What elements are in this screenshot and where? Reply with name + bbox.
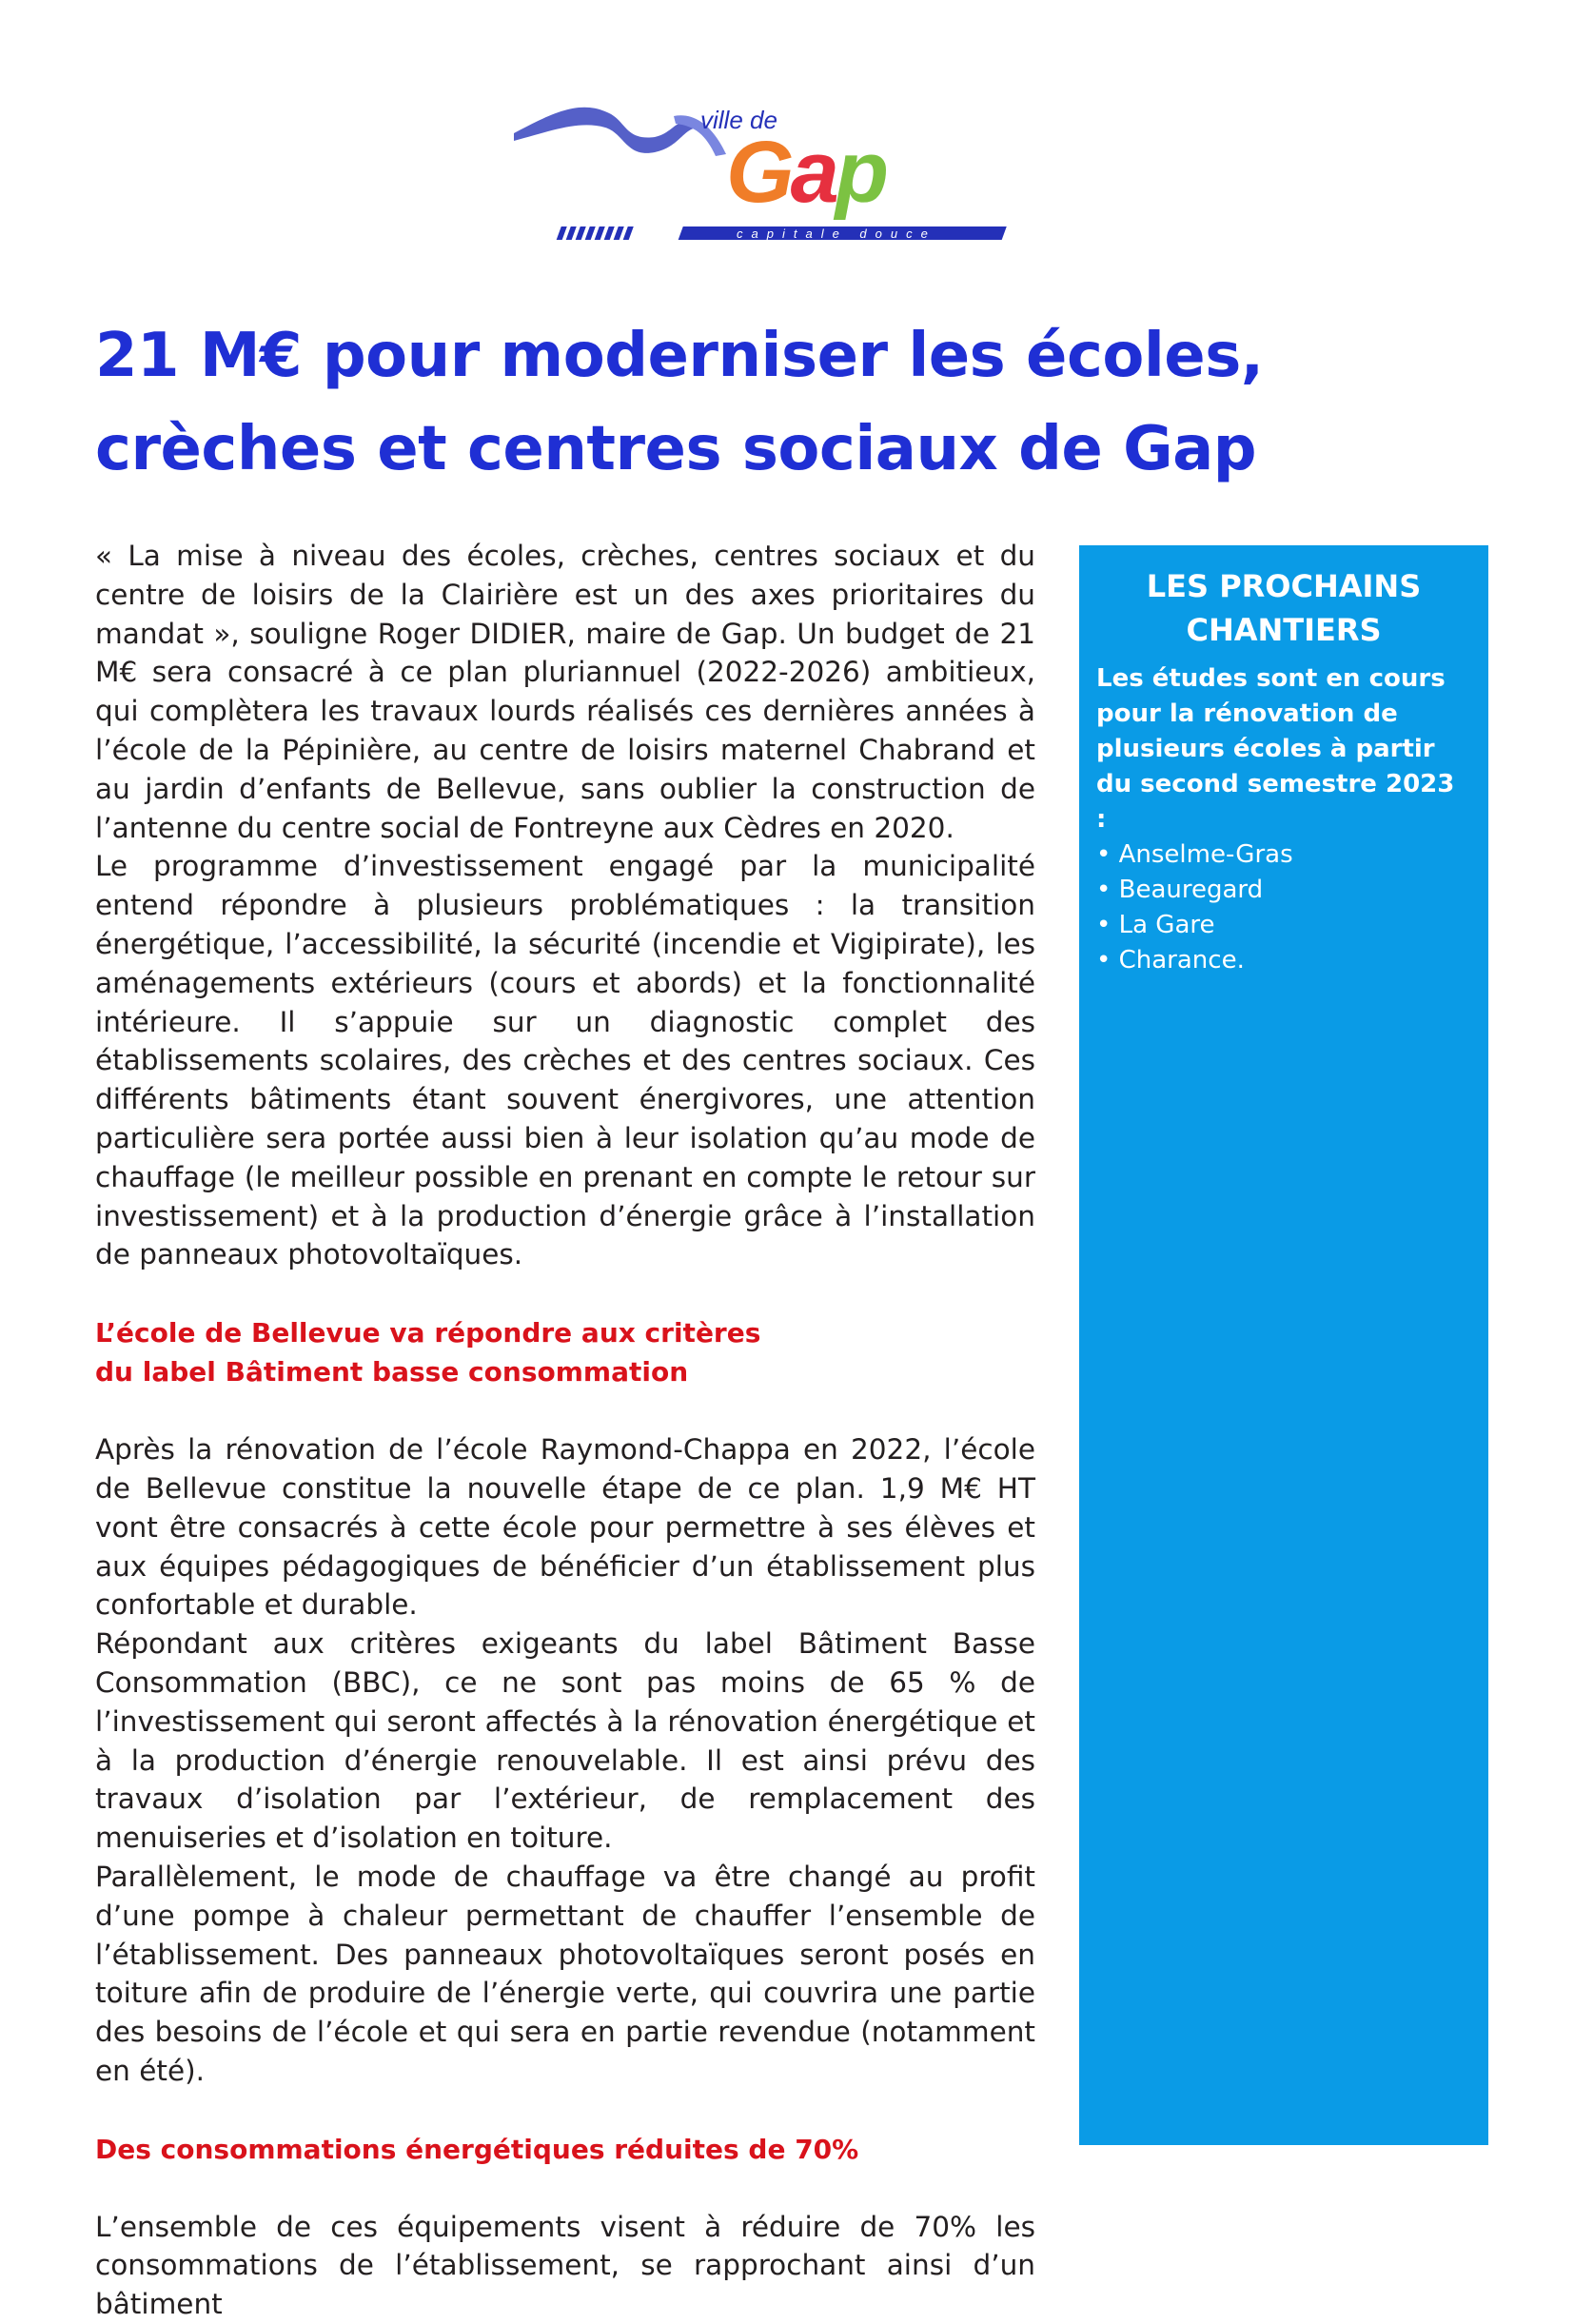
subheading-bellevue [95,1313,1035,1391]
page-title-line-1: 21 M€ pour moderniser les écoles, [95,321,1264,391]
ville-de-gap-logo [512,95,1083,247]
paragraph-bbc: Répondant aux critères exigeants du label Bâtiment Basse Consommation (BBC), ce ne sont pas moins de 65 % de l’investissement qui seront affectés à la rénovation énergétique et à la production d’énergie renouvelable. Il est ainsi prévu des travaux d’isolation par l’extérieur, de remplacement des menuiseries et d’isolation en toiture. [95,1627,1035,1855]
page-title-line-2: crèches et centres sociaux de Gap [95,414,1257,484]
sidebar-title-line-2: CHANTIERS [1186,612,1382,648]
paragraph-intro: « La mise à niveau des écoles, crèches, centres sociaux et du centre de loisirs de la Clairière est un des axes prioritaires du mandat », souligne Roger DIDIER, maire de Gap. Un budget de 21 M€ sera consacré à ce plan pluriannuel (2022-2026) ambitieux, qui complètera les travaux lourds réalisés ces dernières années à l’école de la Pépinière, au centre de loisirs maternel Chabrand et au jardin d’enfants de Bellevue, sans oublier la construction de l’antenne du centre social de Fontreyne aux Cèdres en 2020. [95,540,1035,844]
list-item: • La Gare [1096,908,1471,943]
sidebar-title-line-1: LES PROCHAINS [1146,568,1422,604]
subheading-bellevue-line-2: du label Bâtiment basse consommation [95,1356,689,1388]
sidebar-prochains-chantiers [1079,545,1488,2145]
logo-small-text: ville de [700,106,777,134]
list-item: • Anselme-Gras [1096,837,1471,873]
subheading-consommations: Des consommations énergétiques réduites de 70% [95,2133,859,2165]
logo-tagline: capitale douce [737,226,936,241]
paragraph-chauffage: Parallèlement, le mode de chauffage va être changé au profit d’une pompe à chaleur permettant de chauffer l’ensemble de l’établissement. Des panneaux photovoltaïques seront posés en toiture afin de produire de l’énergie verte, qui couvrira une partie des besoins de l’école et qui sera en partie revendue (notamment en été). [95,1860,1035,2087]
article-body [95,537,1035,2324]
logo-name: Gap [726,124,885,221]
sidebar-title [1096,564,1471,652]
sidebar-school-list [1096,837,1471,978]
paragraph-bellevue: Après la rénovation de l’école Raymond-Chappa en 2022, l’école de Bellevue constitue la nouvelle étape de ce plan. 1,9 M€ HT vont être consacrés à cette école pour permettre à ses élèves et aux équipes pédagogiques de bénéficier d’un établissement plus confortable et durable. [95,1433,1035,1622]
list-item: • Beauregard [1096,873,1471,908]
page-title [95,309,1351,496]
subheading-bellevue-line-1: L’école de Bellevue va répondre aux critères [95,1317,761,1349]
list-item: • Charance. [1096,943,1471,978]
paragraph-reduction: L’ensemble de ces équipements visent à réduire de 70% les consommations de l’établissement, se rapprochant ainsi d’un bâtiment [95,2210,1035,2321]
sidebar-intro: Les études sont en cours pour la rénovation de plusieurs écoles à partir du second semestre 2023 : [1096,664,1455,834]
paragraph-programme: Le programme d’investissement engagé par la municipalité entend répondre à plusieurs problématiques : la transition énergétique, l’accessibilité, la sécurité (incendie et Vigipirate), les aménagements extérieurs (cours et abords) et la fonctionnalité intérieure. Il s’appuie sur un diagnostic complet des établissements scolaires, des crèches et des centres sociaux. Ces différents bâtiments étant souvent énergivores, une attention particulière sera portée aussi bien à leur isolation qu’au mode de chauffage (le meilleur possible en prenant en compte le retour sur investissement) et à la production d’énergie grâce à l’installation de panneaux photovoltaïques. [95,850,1035,1271]
